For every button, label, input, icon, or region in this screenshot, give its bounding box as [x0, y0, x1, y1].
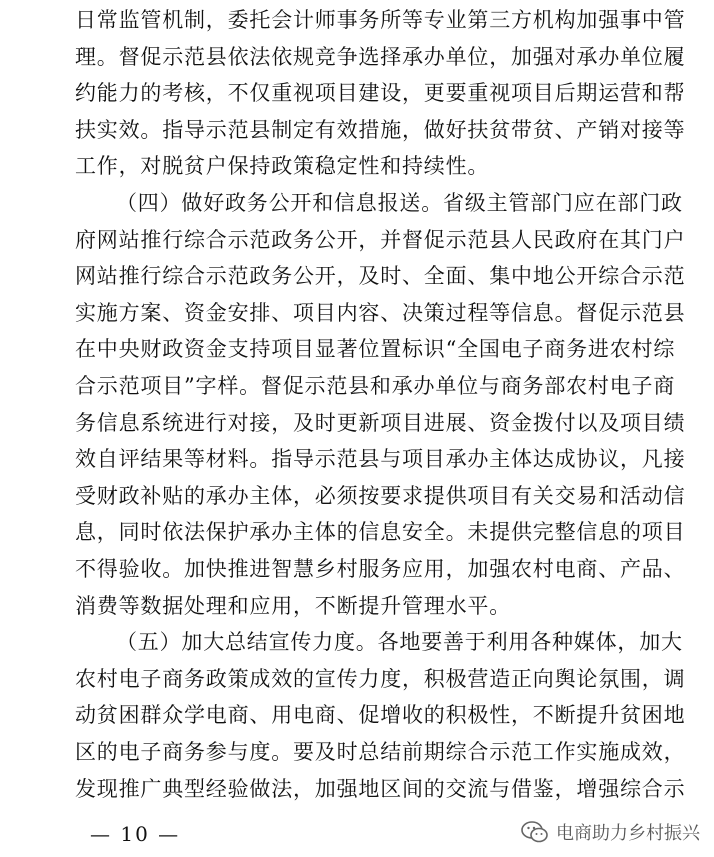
text-line: 受财政补贴的承办主体，必须按要求提供项目有关交易和活动信 — [75, 483, 686, 508]
section-heading-line: （四）做好政务公开和信息报送。省级主管部门应在部门政 — [116, 191, 683, 215]
text-line: 农村电子商务政策成效的宣传力度，积极营造正向舆论氛围，调 — [75, 666, 686, 691]
section-heading-line: （五）加大总结宣传力度。各地要善于利用各种媒体，加大 — [116, 630, 683, 655]
text-line: 日常监管机制，委托会计师事务所等专业第三方机构加强事中管 — [75, 8, 686, 32]
wechat-icon — [520, 819, 550, 845]
text-line: 在中央财政资金支持项目显著位置标识“全国电子商务进农村综 — [75, 337, 676, 362]
watermark-text: 电商助力乡村振兴 — [556, 823, 700, 844]
text-line: 合示范项目”字样。督促示范县和承办单位与商务部农村电子商 — [75, 374, 676, 398]
text-line: 动贫困群众学电商、用电商、促增收的积极性，不断提升贫困地 — [75, 703, 686, 728]
text-line: 扶实效。指导示范县制定有效措施，做好扶贫带贫、产销对接等 — [75, 117, 686, 142]
text-line: 务信息系统进行对接，及时更新项目进展、资金拨付以及项目绩 — [75, 410, 686, 435]
watermark — [520, 815, 700, 849]
text-line: 工作，对脱贫户保持政策稳定性和持续性。 — [75, 154, 490, 179]
text-line: 息，同时依法保护承办主体的信息安全。未提供完整信息的项目 — [75, 520, 686, 545]
text-line: 区的电子商务参与度。要及时总结前期综合示范工作实施成效， — [75, 740, 686, 764]
text-line: 约能力的考核，不仅重视项目建设，更要重视项目后期运营和帮 — [75, 81, 686, 106]
text-line: 消费等数据处理和应用，不断提升管理水平。 — [75, 593, 511, 618]
text-line: 网站推行综合示范政务公开，及时、全面、集中地公开综合示范 — [75, 264, 686, 289]
text-line: 效自评结果等材料。指导示范县与项目承办主体达成协议，凡接 — [75, 447, 686, 472]
text-line: 发现推广典型经验做法，加强地区间的交流与借鉴，增强综合示 — [75, 776, 686, 801]
text-line: 不得验收。加快推进智慧乡村服务应用，加强农村电商、产品、 — [75, 557, 686, 581]
text-line: 实施方案、资金安排、项目内容、决策过程等信息。督促示范县 — [75, 300, 686, 325]
text-line: 府网站推行综合示范政务公开，并督促示范县人民政府在其门户 — [75, 227, 686, 252]
text-line: 理。督促示范县依法依规竞争选择承办单位，加强对承办单位履 — [75, 44, 686, 69]
page-number: — 10 — — [90, 822, 181, 846]
